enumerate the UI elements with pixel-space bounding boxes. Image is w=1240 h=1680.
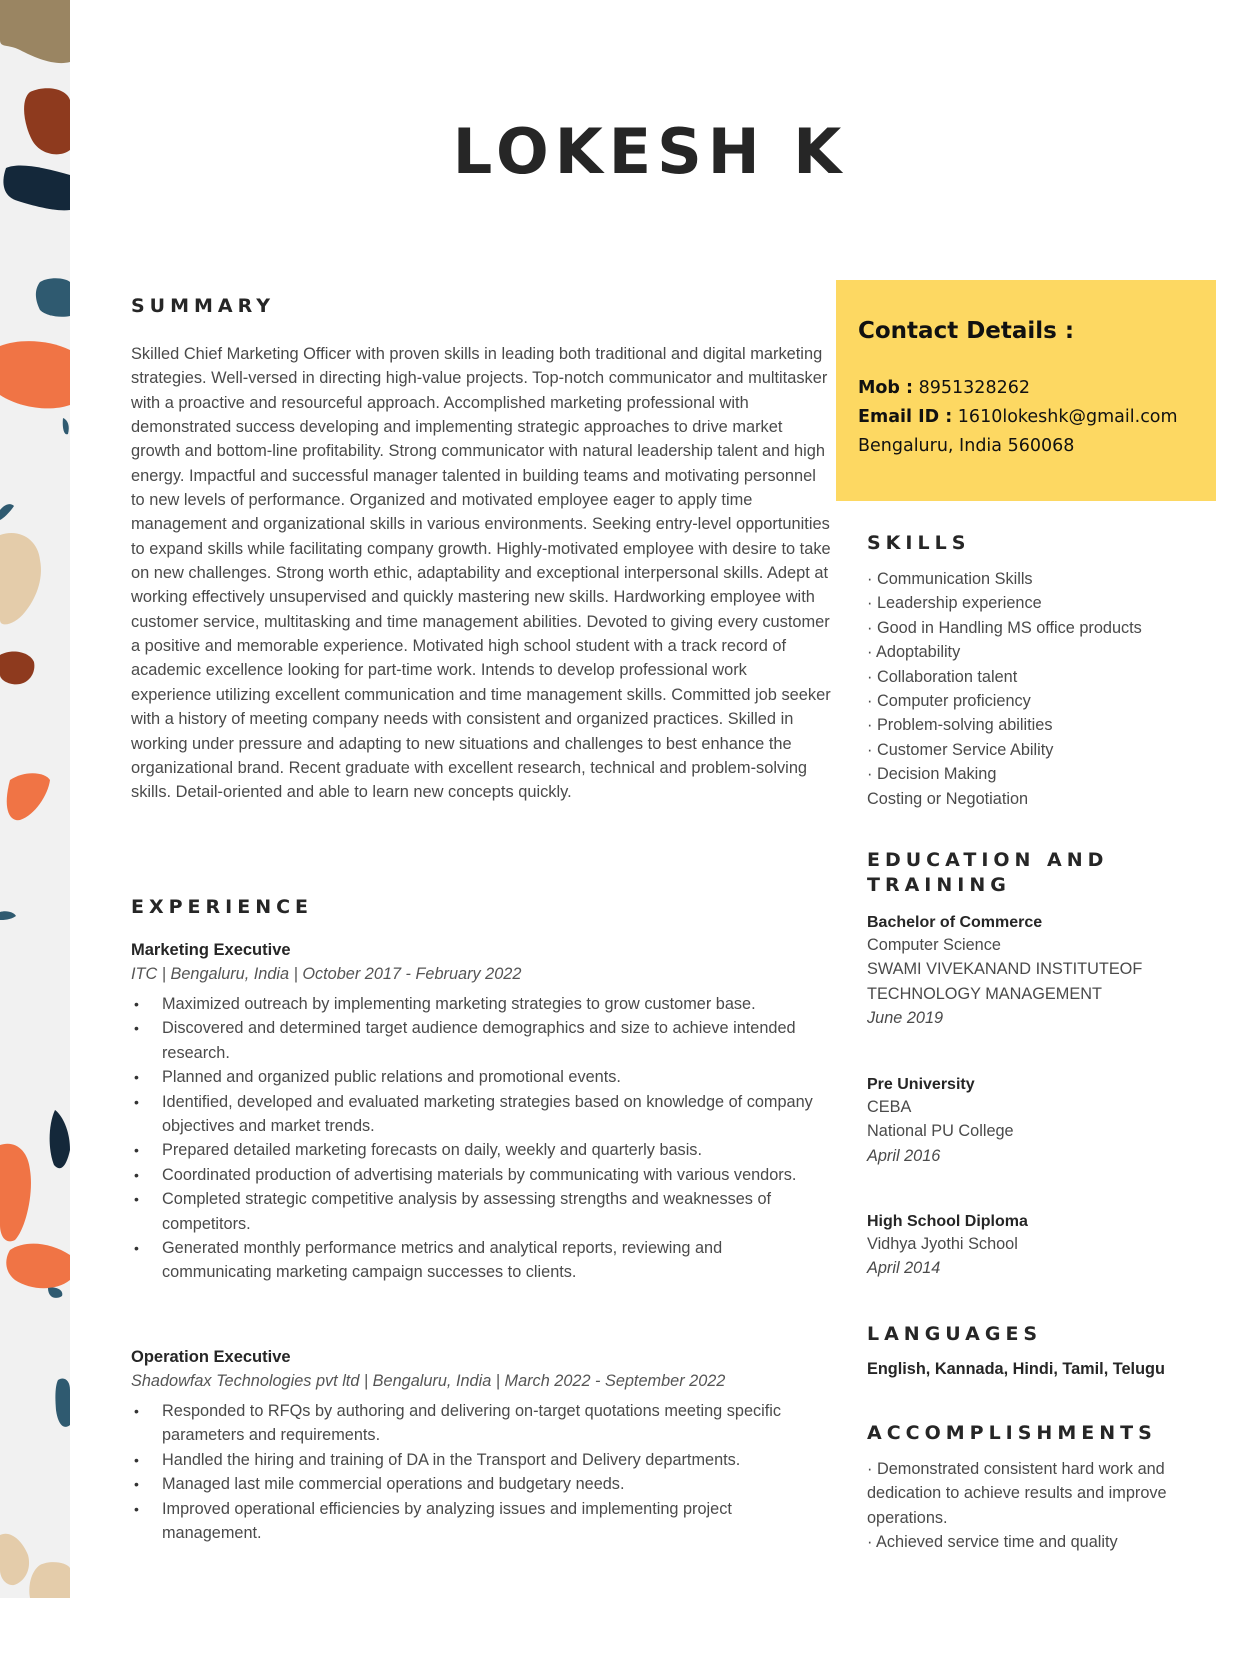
- education-degree: High School Diploma: [867, 1213, 1028, 1230]
- bullet-icon: •: [134, 1142, 139, 1159]
- resume-name: LOKESH K: [452, 115, 848, 188]
- education-entry-bachelor: [867, 913, 1207, 1031]
- job-meta: ITC | Bengaluru, India | October 2017 - February 2022: [131, 965, 522, 983]
- contact-title: Contact Details :: [858, 318, 1075, 344]
- skill-item: · Collaboration talent: [867, 667, 1018, 686]
- mobile-value: 8951328262: [918, 378, 1030, 398]
- summary-text: Skilled Chief Marketing Officer with proven skills in leading both traditional and digital marketing strategies. Well-versed in directing high-value projects. Top-notch communicator and multitasker with a proactive and resourceful approach. Accomplished marketing professional with demonstrated success developing and implementing strategic approaches to drive market growth and bottom-line profitability. Strong communicator with natural leadership talent and high energy. Impactful and successful manager talented in building teams and motivating personnel to new levels of performance. Organized and motivated employee eager to apply time management and organizational skills in various environments. Seeking entry-level opportunities to expand skills while facilitating company growth. Highly-motivated employee with desire to take on new challenges. Strong worth ethic, adaptability and exceptional interpersonal skills. Adept at working effectively unsupervised and quickly mastering new skills. Hardworking employee with customer service, multitasking and time management abilities. Devoted to giving every customer a positive and memorable experience. Motivated high school student with a track record of academic excellence looking for part-time work. Intends to develop professional work experience utilizing excellent communication and time management skills. Committed job seeker with a history of meeting company needs with consistent and organized practices. Skilled in working under pressure and adapting to new situations and challenges to best enhance the organizational brand. Recent graduate with excellent research, technical and problem-solving skills. Detail-oriented and able to learn new concepts quickly.: [131, 345, 831, 802]
- skill-item: · Problem-solving abilities: [867, 716, 1053, 735]
- education-entry-high-school: [867, 1212, 1207, 1281]
- education-heading: EDUCATION AND TRAINING: [867, 849, 1109, 896]
- bullet-icon: •: [134, 1093, 139, 1110]
- bullet-icon: •: [134, 1500, 139, 1517]
- accomplishments-heading: ACCOMPLISHMENTS: [867, 1422, 1157, 1444]
- job-bullets: [131, 1399, 831, 1545]
- job-meta: Shadowfax Technologies pvt ltd | Bengaluru, India | March 2022 - September 2022: [131, 1372, 726, 1390]
- terrazzo-pattern: [0, 0, 70, 1598]
- accomplishment-item: · Demonstrated consistent hard work and dedication to achieve results and improve operations.: [867, 1460, 1167, 1527]
- accomplishment-item: · Achieved service time and quality: [867, 1533, 1118, 1552]
- bullet-icon: •: [134, 996, 139, 1012]
- skill-item: · Adoptability: [867, 643, 961, 662]
- job-bullet: • Identified, developed and evaluated marketing strategies based on knowledge of company objectives and market trends.: [131, 1090, 831, 1139]
- skill-item: · Leadership experience: [867, 594, 1042, 613]
- job-bullet: • Generated monthly performance metrics and analytical reports, reviewing and communicating marketing campaign successes to clients.: [131, 1236, 831, 1285]
- experience-heading: EXPERIENCE: [131, 896, 314, 918]
- job-bullet: • Coordinated production of advertising materials by communicating with various vendors.: [131, 1163, 831, 1187]
- education-date: April 2014: [867, 1259, 941, 1278]
- education-detail: SWAMI VIVEKANAND INSTITUTEOF: [867, 960, 1143, 979]
- education-degree: Bachelor of Commerce: [867, 914, 1043, 931]
- job-bullet: • Completed strategic competitive analysis by assessing strengths and weaknesses of competitors.: [131, 1187, 831, 1236]
- bullet-icon: •: [134, 1451, 139, 1468]
- job-title: Operation Executive: [131, 1348, 291, 1366]
- education-detail: TECHNOLOGY MANAGEMENT: [867, 984, 1102, 1003]
- experience-entry-operation-executive: [131, 1345, 831, 1545]
- skill-item: · Customer Service Ability: [867, 740, 1054, 759]
- education-date: April 2016: [867, 1146, 941, 1165]
- job-bullet: • Handled the hiring and training of DA in the Transport and Delivery departments.: [131, 1448, 831, 1472]
- bullet-icon: •: [134, 1403, 139, 1419]
- skill-item: · Computer proficiency: [867, 692, 1031, 711]
- education-degree: Pre University: [867, 1076, 975, 1093]
- job-bullet: • Responded to RFQs by authoring and delivering on-target quotations meeting specific parameters and requirements.: [131, 1399, 831, 1448]
- job-bullet: • Discovered and determined target audience demographics and size to achieve intended research.: [131, 1016, 831, 1065]
- languages-list: English, Kannada, Hindi, Tamil, Telugu: [867, 1360, 1165, 1378]
- bullet-icon: •: [134, 1240, 139, 1257]
- skills-heading: SKILLS: [867, 532, 971, 554]
- bullet-icon: •: [134, 1069, 139, 1086]
- job-bullets: [131, 992, 831, 1285]
- education-detail: National PU College: [867, 1122, 1014, 1141]
- job-bullet: • Planned and organized public relations and promotional events.: [131, 1065, 831, 1089]
- contact-mobile: [858, 374, 1194, 403]
- job-bullet: • Maximized outreach by implementing marketing strategies to grow customer base.: [131, 992, 831, 1016]
- email-value: 1610lokeshk@gmail.com: [957, 407, 1178, 427]
- accomplishments-list: [867, 1457, 1187, 1555]
- languages-heading: LANGUAGES: [867, 1323, 1043, 1345]
- contact-details-box: [836, 280, 1216, 501]
- contact-address: Bengaluru, India 560068: [858, 436, 1075, 456]
- job-bullet: • Managed last mile commercial operations and budgetary needs.: [131, 1472, 831, 1496]
- skill-item: · Decision Making: [867, 765, 997, 784]
- bullet-icon: •: [134, 1476, 139, 1493]
- education-date: June 2019: [867, 1009, 944, 1028]
- job-bullet: • Prepared detailed marketing forecasts on daily, weekly and quarterly basis.: [131, 1138, 831, 1162]
- skills-list: [867, 567, 1207, 811]
- experience-entry-marketing-executive: [131, 938, 831, 1285]
- email-label: Email ID :: [858, 407, 953, 427]
- bullet-icon: •: [134, 1166, 139, 1183]
- summary-heading: SUMMARY: [131, 295, 275, 317]
- skill-item: · Communication Skills: [867, 570, 1033, 588]
- education-detail: Vidhya Jyothi School: [867, 1235, 1018, 1253]
- skill-item: Costing or Negotiation: [867, 789, 1029, 808]
- skills-section: [867, 567, 1207, 811]
- education-detail: Computer Science: [867, 936, 1001, 954]
- bullet-icon: •: [134, 1020, 139, 1037]
- job-title: Marketing Executive: [131, 941, 291, 959]
- mobile-label: Mob :: [858, 378, 914, 398]
- education-entry-pre-university: [867, 1075, 1207, 1168]
- skill-item: · Good in Handling MS office products: [867, 618, 1142, 637]
- education-detail: CEBA: [867, 1098, 912, 1116]
- contact-email: [858, 403, 1194, 432]
- job-bullet: • Improved operational efficiencies by analyzing issues and implementing project management.: [131, 1497, 831, 1546]
- bullet-icon: •: [134, 1191, 139, 1208]
- decorative-terrazzo-strip: [0, 0, 70, 1598]
